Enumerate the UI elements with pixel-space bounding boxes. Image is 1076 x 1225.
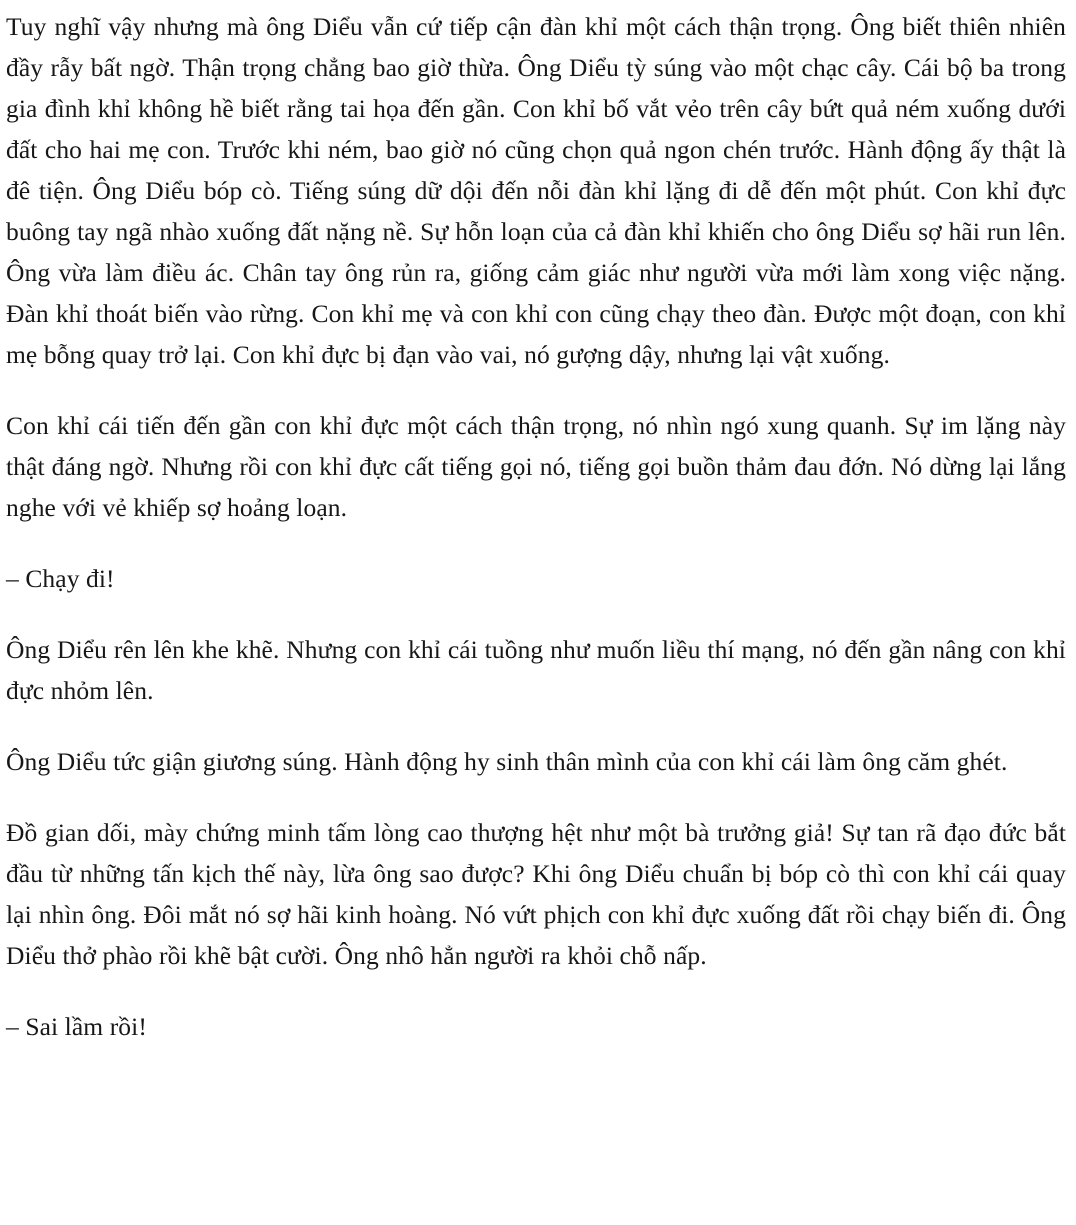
paragraph: Ông Diểu tức giận giương súng. Hành động hy sinh thân mình của con khỉ cái làm ông căm ghét.	[6, 747, 1008, 776]
paragraph: Đồ gian dối, mày chứng minh tấm lòng cao thượng hệt như một bà trưởng giả! Sự tan rã đạo đức bắt đầu từ những tấn kịch thế này, lừa ông sao được? Khi ông Diểu chuẩn bị bóp cò thì con khỉ cái quay lại nhìn ông. Đôi mắt nó sợ hãi kinh hoàng. Nó vứt phịch con khỉ đực xuống đất rồi chạy biến đi. Ông Diểu thở phào rồi khẽ bật cười. Ông nhô hẳn người ra khỏi chỗ nấp.	[6, 818, 1066, 970]
paragraph: Tuy nghĩ vậy nhưng mà ông Diểu vẫn cứ tiếp cận đàn khỉ một cách thận trọng. Ông biết thiên nhiên đầy rẫy bất ngờ. Thận trọng chẳng bao giờ thừa. Ông Diểu tỳ súng vào một chạc cây. Cái bộ ba trong gia đình khỉ không hề biết rằng tai họa đến gần. Con khỉ bố vắt vẻo trên cây bứt quả ném xuống dưới đất cho hai mẹ con. Trước khi ném, bao giờ nó cũng chọn quả ngon chén trước. Hành động ấy thật là đê tiện. Ông Diểu bóp cò. Tiếng súng dữ dội đến nỗi đàn khỉ lặng đi dễ đến một phút. Con khỉ đực buông tay ngã nhào xuống đất nặng nề. Sự hỗn loạn của cả đàn khỉ khiến cho ông Diểu sợ hãi run lên. Ông vừa làm điều ác. Chân tay ông rủn ra, giống cảm giác như người vừa mới làm xong việc nặng. Đàn khỉ thoát biến vào rừng. Con khỉ mẹ và con khỉ con cũng chạy theo đàn. Được một đoạn, con khỉ mẹ bỗng quay trở lại. Con khỉ đực bị đạn vào vai, nó gượng dậy, nhưng lại vật xuống.	[6, 12, 1066, 369]
paragraph: Con khỉ cái tiến đến gần con khỉ đực một cách thận trọng, nó nhìn ngó xung quanh. Sự im lặng này thật đáng ngờ. Nhưng rồi con khỉ đực cất tiếng gọi nó, tiếng gọi buồn thảm đau đớn. Nó dừng lại lắng nghe với vẻ khiếp sợ hoảng loạn.	[6, 411, 1066, 522]
paragraph-dialogue: – Chạy đi!	[6, 564, 115, 593]
paragraph: Ông Diểu rên lên khe khẽ. Nhưng con khỉ cái tuồng như muốn liều thí mạng, nó đến gần nâng con khỉ đực nhỏm lên.	[6, 635, 1066, 705]
paragraph-dialogue: – Sai lầm rồi!	[6, 1012, 147, 1041]
